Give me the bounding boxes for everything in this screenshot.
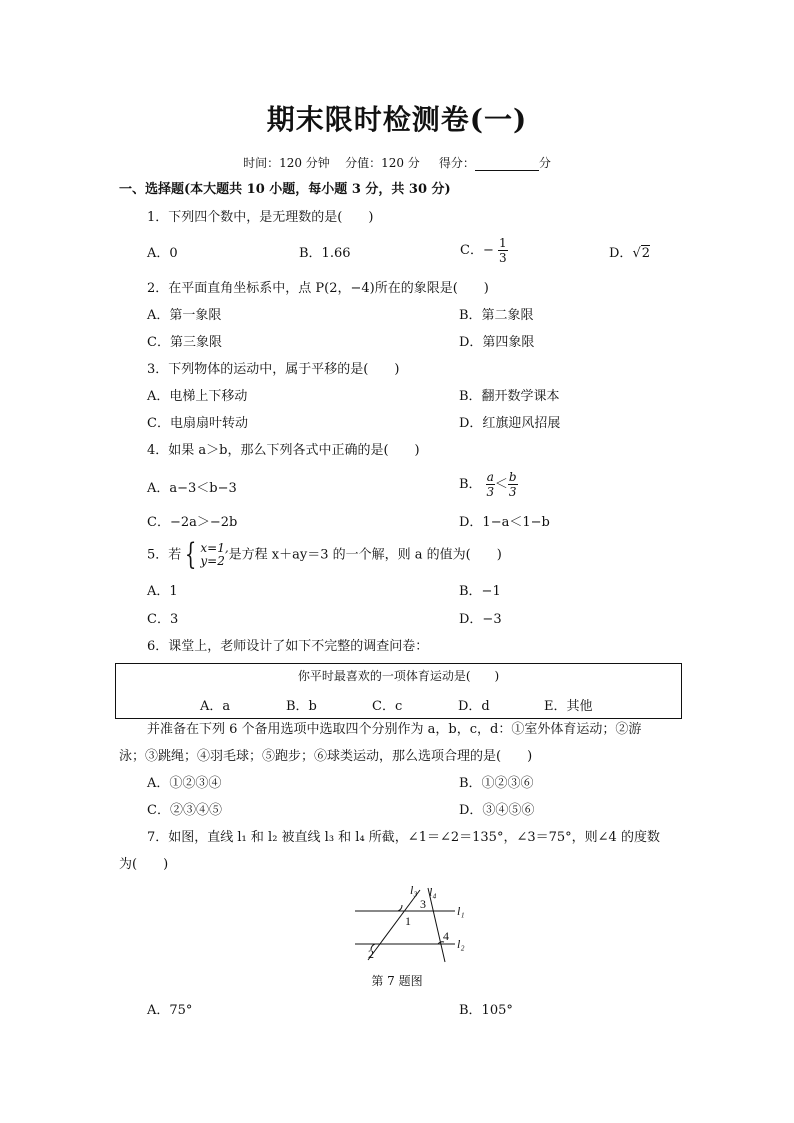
q4-b-relation: ＜ — [494, 477, 508, 492]
q4-b-den1: 3 — [486, 485, 495, 499]
angle-2-label: 2 — [368, 947, 374, 961]
exam-info — [0, 154, 794, 171]
q3-option-b: B．翻开数学课本 — [459, 389, 560, 404]
score-unit: 分 — [538, 156, 551, 170]
label-l1: l₁ — [457, 904, 465, 918]
q1-option-d: D．√2 — [609, 246, 651, 261]
q6-continuation-2: 泳；③跳绳；④羽毛球；⑤跑步；⑥球类运动，那么选项合理的是( ) — [119, 749, 533, 764]
q1-option-a: A．0 — [147, 246, 178, 261]
label-l2: l₂ — [457, 937, 465, 951]
q5-option-b: B．−1 — [459, 584, 501, 599]
got-label: 得分： — [438, 156, 475, 170]
q3-option-d: D．红旗迎风招展 — [459, 416, 561, 431]
q1-option-b: B．1.66 — [299, 246, 351, 261]
q2-stem: 2．在平面直角坐标系中，点 P(2，−4)所在的象限是( ) — [147, 281, 489, 296]
survey-option-b: B．b — [286, 699, 317, 714]
q4-option-a: A．a−3＜b−3 — [147, 481, 237, 496]
q6-stem: 6．课堂上，老师设计了如下不完整的调查问卷： — [147, 639, 429, 654]
angle-3-arc — [398, 905, 402, 911]
page-title: 期末限时检测卷(一) — [266, 103, 528, 136]
q4-b-prefix: B． — [459, 477, 482, 492]
q5-eq2: y=2 — [200, 554, 225, 568]
q1-d-prefix: D． — [609, 246, 633, 261]
q1-c-denominator: 3 — [498, 251, 507, 265]
angle-1-label: 1 — [405, 914, 411, 928]
q5-stem — [147, 537, 502, 572]
q5-option-a: A．1 — [147, 584, 178, 599]
q4-option-d: D．1−a＜1−b — [459, 515, 550, 530]
score-blank — [475, 158, 539, 171]
q7-option-b: B．105° — [459, 1003, 513, 1018]
section-heading: 一、选择题(本大题共 10 小题，每小题 3 分，共 30 分) — [119, 182, 451, 197]
q6-option-c: C．②③④⑤ — [147, 803, 222, 818]
q6-option-d: D．③④⑤⑥ — [459, 803, 535, 818]
q1-d-radicand: 2 — [641, 246, 651, 261]
label-l4: l₄ — [429, 885, 437, 899]
q6-option-a: A．①②③④ — [147, 776, 222, 791]
line-l4 — [428, 888, 445, 962]
q2-option-b: B．第二象限 — [459, 308, 534, 323]
q7-caption: 第 7 题图 — [371, 974, 423, 988]
q7-option-a: A．75° — [147, 1003, 193, 1018]
q2-option-c: C．第三象限 — [147, 335, 222, 350]
score-label: 分值：120 分 — [345, 156, 420, 170]
q4-b-den2: 3 — [508, 485, 517, 499]
line-l3 — [368, 890, 420, 960]
q5-brace: { — [185, 537, 197, 572]
q3-stem: 3．下列物体的运动中，属于平移的是( ) — [147, 362, 400, 377]
q7-stem-line2: 为( ) — [119, 857, 169, 872]
q7-figure — [350, 880, 480, 965]
survey-box — [115, 663, 682, 719]
q4-stem: 4．如果 a＞b，那么下列各式中正确的是( ) — [147, 443, 420, 458]
survey-option-e: E．其他 — [544, 699, 593, 714]
q3-option-a: A．电梯上下移动 — [147, 389, 248, 404]
q5-prefix: 5．若 — [147, 547, 182, 563]
q1-option-c — [460, 236, 508, 265]
angle-4-label: 4 — [443, 929, 449, 943]
survey-option-d: D．d — [458, 699, 490, 714]
q1-c-numerator: 1 — [498, 236, 507, 250]
q4-option-c: C．−2a＞−2b — [147, 515, 238, 530]
q1-stem: 1．下列四个数中，是无理数的是( ) — [147, 210, 374, 225]
q5-rest: 是方程 x＋ay＝3 的一个解，则 a 的值为( ) — [228, 547, 502, 563]
q2-option-d: D．第四象限 — [459, 335, 535, 350]
q4-b-num1: a — [486, 470, 494, 484]
survey-option-a: A．a — [200, 699, 231, 714]
q1-c-prefix: C．− — [460, 243, 494, 258]
q5-option-c: C．3 — [147, 612, 179, 627]
survey-question: 你平时最喜欢的一项体育运动是( ) — [297, 669, 500, 683]
q5-eq1: x=1, — [200, 541, 229, 555]
q5-system — [200, 542, 228, 568]
q4-b-num2: b — [508, 470, 517, 484]
q2-option-a: A．第一象限 — [147, 308, 222, 323]
q3-option-c: C．电扇扇叶转动 — [147, 416, 248, 431]
q6-continuation-1: 并准备在下列 6 个备用选项中选取四个分别作为 a，b，c，d：①室外体育运动；②游 — [147, 722, 642, 737]
angle-3-label: 3 — [420, 897, 426, 911]
q4-option-b — [459, 470, 518, 499]
q6-option-b: B．①②③⑥ — [459, 776, 534, 791]
survey-option-c: C．c — [372, 699, 403, 714]
time-label: 时间：120 分钟 — [243, 156, 330, 170]
q7-stem-line1: 7．如图，直线 l₁ 和 l₂ 被直线 l₃ 和 l₄ 所截，∠1＝∠2＝135°，∠3＝75°，则∠4 的度数 — [147, 830, 660, 845]
q5-option-d: D．−3 — [459, 612, 502, 627]
label-l3: l₃ — [410, 883, 418, 897]
